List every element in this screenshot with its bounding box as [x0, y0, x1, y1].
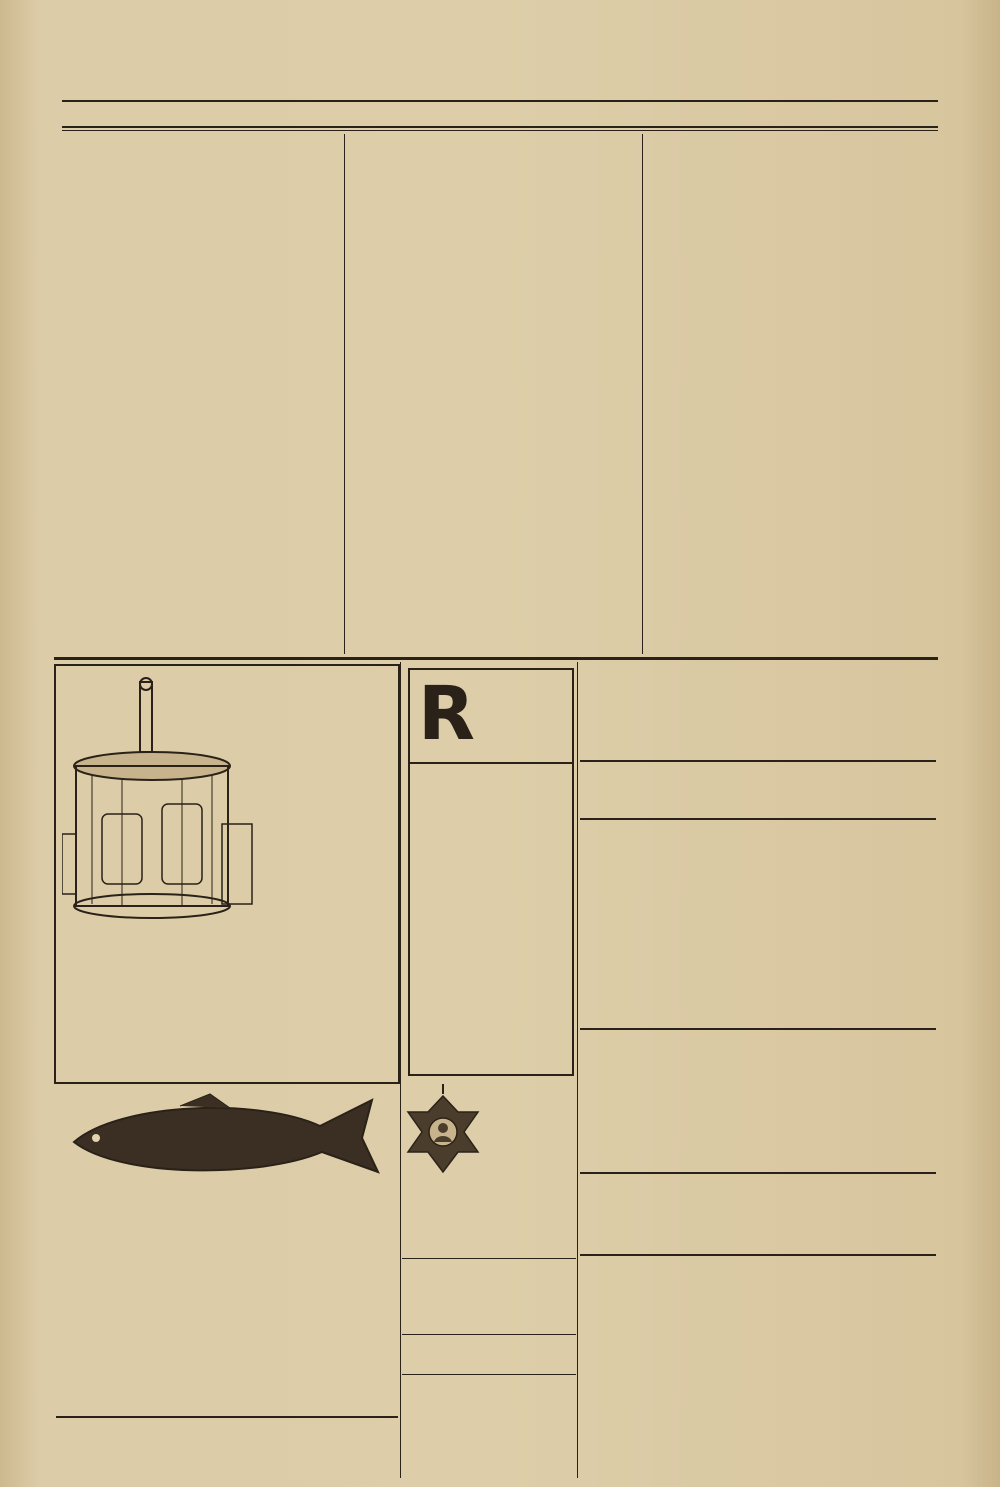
grimm-rule — [580, 1172, 936, 1174]
masthead-rule-top — [62, 100, 938, 102]
story-column-2 — [352, 136, 636, 656]
masthead-rule-bottom — [62, 126, 938, 128]
column-divider-1 — [344, 134, 345, 654]
issue-row — [70, 104, 930, 128]
preserving-jar-illustration — [62, 674, 262, 924]
middle-column-left-rule — [400, 662, 401, 1478]
middle-column-right-rule — [577, 662, 578, 1478]
fish-illustration — [60, 1092, 390, 1182]
verein-rule — [580, 760, 936, 762]
story-ad-separator — [54, 657, 938, 660]
residenz-initial: R — [418, 671, 475, 757]
residenz-theater-ad — [408, 668, 574, 1076]
masthead-rule-thin — [62, 130, 938, 131]
fisch-haben-separator — [56, 1416, 398, 1418]
steno-rule — [580, 1028, 936, 1030]
column-divider-2 — [642, 134, 643, 654]
kurhaus-rule — [580, 1254, 936, 1256]
iron-cross-medal-illustration — [398, 1082, 488, 1182]
bazar-ad — [54, 664, 400, 1084]
hausfrauen-rule — [580, 818, 936, 820]
story-column-3 — [650, 136, 934, 656]
damenrad-rule — [402, 1374, 576, 1375]
story-column-1 — [62, 142, 338, 652]
residenz-rule — [410, 762, 572, 764]
kriegs-rule — [402, 1258, 576, 1259]
flaschen-rule — [402, 1334, 576, 1335]
